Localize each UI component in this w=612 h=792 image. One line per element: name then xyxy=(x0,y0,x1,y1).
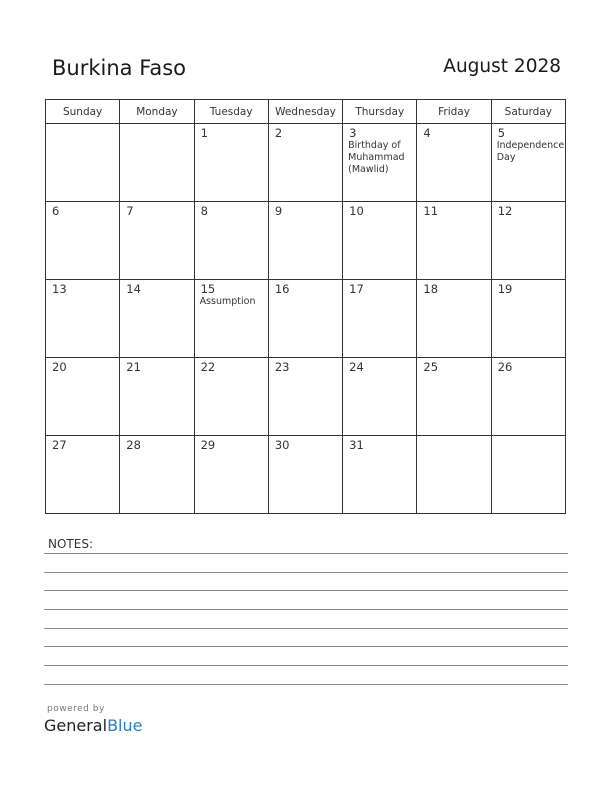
note-line xyxy=(44,572,568,573)
week-row-2 xyxy=(46,202,566,280)
day-number: 3 xyxy=(349,126,357,140)
day-number: 8 xyxy=(200,204,208,218)
day-number: 16 xyxy=(274,282,290,296)
weekday-header-row xyxy=(46,100,566,124)
day-cell xyxy=(194,280,268,358)
day-number: 30 xyxy=(274,438,290,452)
day-cell xyxy=(120,124,194,202)
weekday-monday: Monday xyxy=(120,100,194,124)
day-cell xyxy=(268,280,342,358)
day-number: 12 xyxy=(497,204,513,218)
day-number: 14 xyxy=(126,282,141,296)
weekday-tuesday: Tuesday xyxy=(194,100,268,124)
note-line xyxy=(44,609,568,610)
day-cell xyxy=(194,202,268,280)
holiday-label: Independence Day xyxy=(496,140,565,163)
weekday-saturday: Saturday xyxy=(491,100,565,124)
week-row-4 xyxy=(46,358,566,436)
day-cell xyxy=(343,280,417,358)
day-cell xyxy=(491,124,565,202)
day-number: 7 xyxy=(126,204,134,218)
calendar-grid xyxy=(45,99,566,514)
day-cell xyxy=(120,202,194,280)
day-cell xyxy=(491,358,565,436)
day-cell xyxy=(46,202,120,280)
day-number: 27 xyxy=(52,438,67,452)
note-line xyxy=(44,646,568,647)
day-number: 5 xyxy=(497,126,506,140)
day-number: 29 xyxy=(200,438,216,452)
day-cell xyxy=(343,436,417,514)
day-number: 20 xyxy=(52,360,67,374)
note-line xyxy=(44,684,568,685)
note-line xyxy=(44,665,568,666)
day-cell xyxy=(194,124,268,202)
weekday-friday: Friday xyxy=(417,100,491,124)
holiday-label: Birthday of Muhammad (Mawlid) xyxy=(348,140,405,175)
weekday-wednesday: Wednesday xyxy=(268,100,342,124)
week-row-3 xyxy=(46,280,566,358)
day-cell xyxy=(417,436,491,514)
day-cell xyxy=(268,358,342,436)
day-number: 24 xyxy=(349,360,364,374)
day-number: 28 xyxy=(126,438,141,452)
day-cell xyxy=(417,358,491,436)
note-line xyxy=(44,590,568,591)
day-cell xyxy=(120,358,194,436)
weekday-thursday: Thursday xyxy=(343,100,417,124)
note-line xyxy=(44,553,568,554)
day-cell xyxy=(417,202,491,280)
holiday-label: Assumption xyxy=(199,296,256,307)
day-cell xyxy=(491,280,565,358)
day-number: 10 xyxy=(349,204,364,218)
day-number: 26 xyxy=(497,360,513,374)
logo-part-general: General xyxy=(44,716,108,735)
day-cell xyxy=(46,280,120,358)
day-number: 13 xyxy=(52,282,67,296)
day-number: 15 xyxy=(200,282,216,296)
day-cell xyxy=(120,280,194,358)
day-cell xyxy=(46,124,120,202)
month-year-title: August 2028 xyxy=(443,56,561,77)
day-cell xyxy=(194,436,268,514)
day-number: 31 xyxy=(349,438,364,452)
day-cell xyxy=(343,358,417,436)
day-cell xyxy=(343,124,417,202)
day-cell xyxy=(268,124,342,202)
day-number: 23 xyxy=(274,360,290,374)
notes-label: NOTES: xyxy=(48,537,93,551)
day-cell xyxy=(343,202,417,280)
week-row-5 xyxy=(46,436,566,514)
day-number: 1 xyxy=(200,126,208,140)
day-cell xyxy=(120,436,194,514)
day-number: 17 xyxy=(349,282,364,296)
weekday-sunday: Sunday xyxy=(46,100,120,124)
day-cell xyxy=(46,358,120,436)
day-cell xyxy=(268,202,342,280)
powered-by-text: powered by xyxy=(47,704,105,714)
day-cell xyxy=(46,436,120,514)
day-number: 6 xyxy=(52,204,60,218)
day-number: 9 xyxy=(274,204,283,218)
day-number: 22 xyxy=(200,360,216,374)
logo-part-blue: Blue xyxy=(107,716,143,735)
day-number: 19 xyxy=(497,282,513,296)
day-number: 21 xyxy=(126,360,141,374)
day-cell xyxy=(194,358,268,436)
day-cell xyxy=(417,280,491,358)
day-number: 2 xyxy=(274,126,283,140)
day-cell xyxy=(491,202,565,280)
day-number: 18 xyxy=(423,282,439,296)
generalblue-logo xyxy=(44,716,142,735)
day-number: 4 xyxy=(423,126,431,140)
day-number: 25 xyxy=(423,360,439,374)
day-number: 11 xyxy=(423,204,439,218)
country-title: Burkina Faso xyxy=(52,56,187,80)
week-row-1 xyxy=(46,124,566,202)
note-line xyxy=(44,628,568,629)
day-cell xyxy=(491,436,565,514)
day-cell xyxy=(417,124,491,202)
day-cell xyxy=(268,436,342,514)
